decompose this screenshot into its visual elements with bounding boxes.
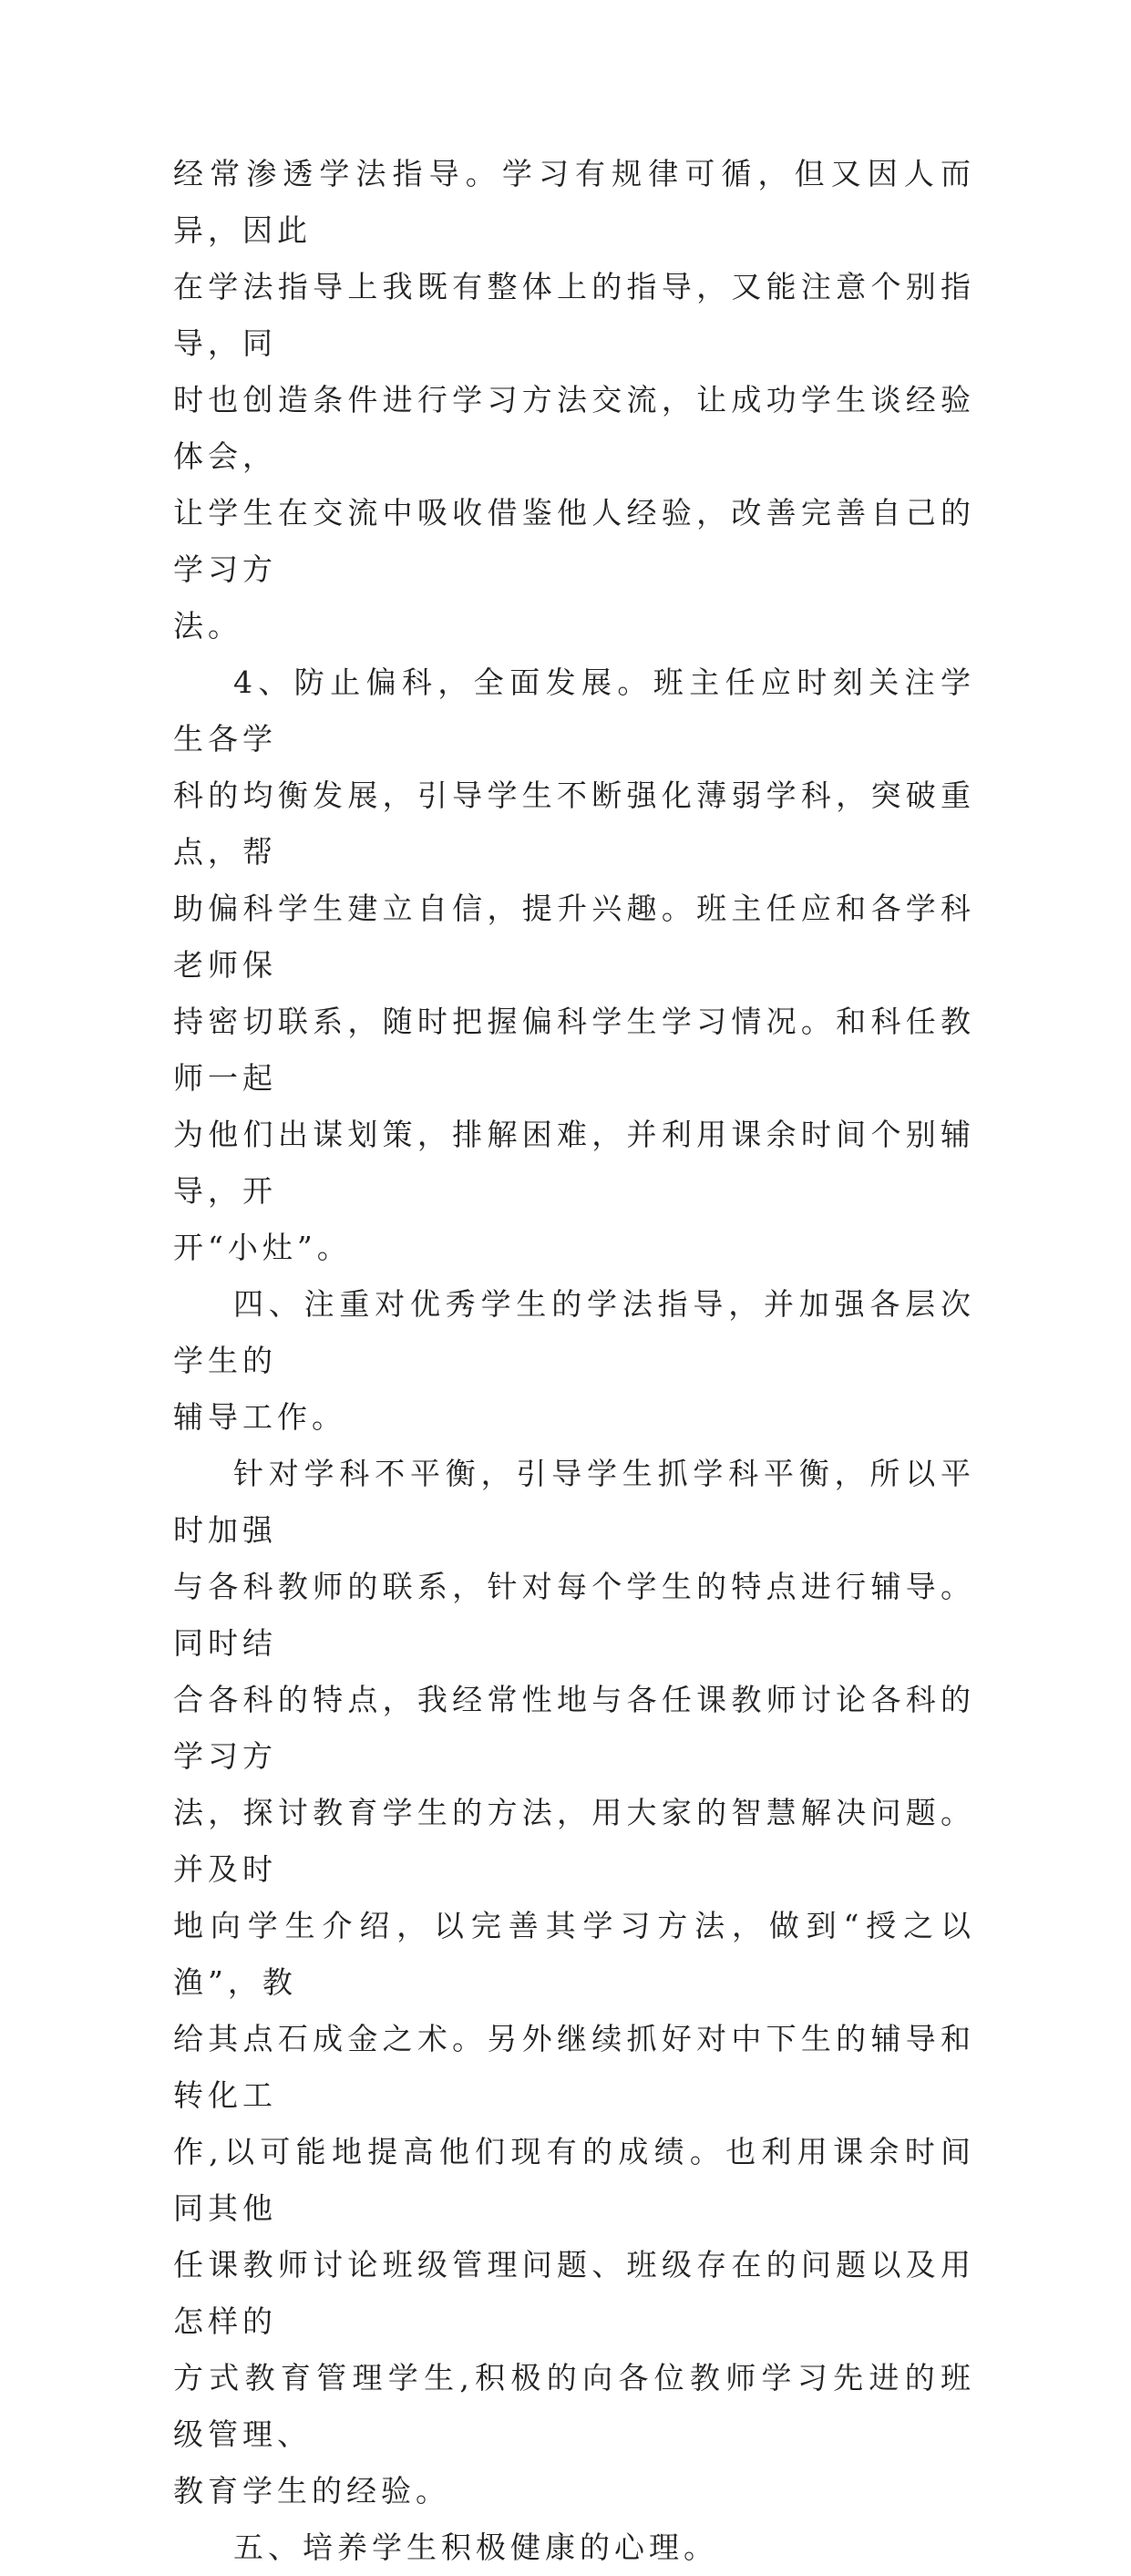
text-line: 开“小灶”。 [173,1230,352,1265]
text-line: 法。 [173,608,242,644]
text-line: 辅导工作。 [173,1399,346,1435]
text-line: 任课教师讨论班级管理问题、班级存在的问题以及用怎样的 [173,2247,975,2339]
text-line: 给其点石成金之术。另外继续抓好对中下生的辅导和转化工 [173,2021,975,2113]
paragraph-prevent-subject-bias [173,654,975,1276]
text-line: 经常渗透学法指导。学习有规律可循，但又因人而异，因此 [173,156,975,248]
text-line: 持密切联系，随时把握偏科学生学习情况。和科任教师一起 [173,1004,975,1096]
text-line: 与各科教师的联系，针对每个学生的特点进行辅导。同时结 [173,1569,975,1661]
text-line: 四、注重对优秀学生的学法指导，并加强各层次学生的 [173,1286,975,1378]
paragraph-study-method-guidance [173,146,975,654]
section-heading-five [173,2519,975,2576]
section-heading-four [173,1276,975,1446]
text-line: 时也创造条件进行学习方法交流，让成功学生谈经验体会， [173,382,975,474]
text-line: 4、防止偏科，全面发展。班主任应时刻关注学生各学 [173,665,975,757]
text-line: 法，探讨教育学生的方法，用大家的智慧解决问题。并及时 [173,1795,975,1887]
text-line: 教育学生的经验。 [173,2473,450,2509]
text-line: 作,以可能地提高他们现有的成绩。也利用课余时间同其他 [173,2134,975,2226]
text-line: 助偏科学生建立自信，提升兴趣。班主任应和各学科老师保 [173,891,975,983]
text-line: 方式教育管理学生,积极的向各位教师学习先进的班级管理、 [173,2360,975,2452]
text-line: 在学法指导上我既有整体上的指导，又能注意个别指导，同 [173,269,975,361]
paragraph-subject-balance [173,1446,975,2519]
text-line: 合各科的特点，我经常性地与各任课教师讨论各科的学习方 [173,1682,975,1774]
text-line: 地向学生介绍，以完善其学习方法，做到“授之以渔”，教 [173,1908,975,2000]
text-line: 五、培养学生积极健康的心理。 [233,2530,718,2565]
document-body [173,146,975,2576]
text-line: 让学生在交流中吸收借鉴他人经验，改善完善自己的学习方 [173,495,975,587]
text-line: 为他们出谋划策，排解困难，并利用课余时间个别辅导，开 [173,1117,975,1209]
text-line: 科的均衡发展，引导学生不断强化薄弱学科，突破重点，帮 [173,778,975,870]
text-line: 针对学科不平衡，引导学生抓学科平衡，所以平时加强 [173,1456,975,1548]
